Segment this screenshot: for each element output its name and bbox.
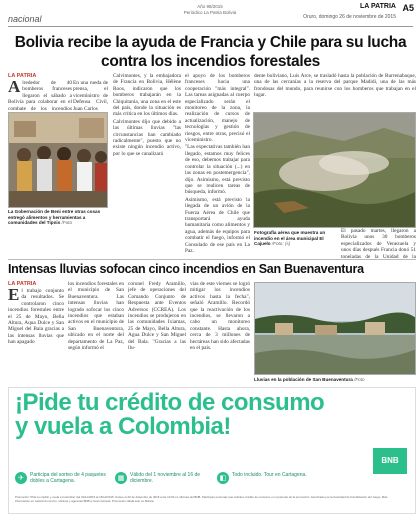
story1-caption-2 — [254, 230, 338, 247]
story1-column-1-body — [8, 80, 72, 110]
story1-col3-para1: el apoyo de los bomberos franceses hacia una cooperación "más integral". Las tareas asignadas al cuerpo especializado serán el monitoreo de la zona, la realización de cursos de actualización, manejo de tecnologías y gestión de riesgos, entre otras, precisó el viceministro. — [185, 73, 250, 144]
story1-column-4a — [254, 73, 416, 111]
story1-photo-2 — [253, 112, 416, 228]
story1-column-1b — [73, 80, 108, 110]
story1-caption-1 — [8, 209, 110, 226]
caption2-text: Fotografía aérea que muestra un incendio en el área municipal El Cajuelo — [254, 230, 326, 247]
ad-pill-3: Todo incluido. Tour en Cartagena. — [232, 472, 307, 478]
story1-column-5 — [341, 228, 416, 258]
story1-col5-para1: El pasado martes, llegaron a Bolivia unos 30 bomberos especializados de Venezuela y unos días después Francia donó 51 toneladas de la Unidad de la — [341, 228, 416, 258]
photo-aerial-fire-image — [254, 113, 416, 228]
ad-pill-1: Participa del sorteo de 4 paquetes dobles a Cartagena. — [30, 472, 106, 484]
story1-column-2 — [113, 73, 181, 258]
issue-date: Oruro, domingo 26 de noviembre de 2015 — [303, 14, 396, 20]
header-rule — [8, 26, 413, 27]
plane-icon: ✈ — [15, 472, 27, 484]
caption2-credit: /Foto: (s) — [271, 241, 291, 247]
page-header — [0, 0, 420, 30]
story1-photo-1 — [8, 112, 108, 208]
header-center-line1: Año 98/2015 — [197, 4, 223, 9]
calendar-icon: ▦ — [115, 472, 127, 484]
story2-col4-text: vias de este viernes se logró mitigar los incendios activos hasta la fecha", señaló Aramillo. Recordó que la reactivación de los incendios, se llevaron a cabo un monitoreo constante. Hasta ahora, cerca de 3 millones de hectáreas han sido afectadas en el país. — [190, 281, 250, 352]
story2-col3-text: coronel Fredy Aramillo, jefe de operaciones del Comando Conjunto de Respuesta ante Eventos Adversos (CCREA). Los incendios se produjeron en las comunidades Ixiamas, 25 de Mayo, Bella Altura, Agua Dulce y San Miguel del Bala. "Gracias a las llu- — [128, 281, 186, 352]
story1-col2-para2: Calvimontes dijo que debido a las últimas lluvias "las circunstancias han cambiado radicalmente", puesto que no existe ningún incendio activo, por lo que se canalizará — [113, 118, 181, 157]
story1-col1b-text: En una rueda de prensa, el viceministro de Defensa Civil, Juan Carlos — [73, 80, 108, 110]
story1-headline: Bolivia recibe la ayuda de Francia y Chile para su lucha contra los incendios forestales — [14, 34, 407, 70]
suitcase-icon: ◧ — [217, 472, 229, 484]
caption1-text: La Gobernación de Beni entre otras cosas entregó alimentos y herramientas a comunidades del Tipnis — [8, 209, 101, 226]
story-divider — [8, 259, 416, 260]
masthead-brand: LA PATRIA — [359, 3, 396, 10]
bank-advertisement — [8, 387, 416, 514]
story2-headline: Intensas lluvias sofocan cinco incendios en San Buenaventura — [8, 262, 364, 276]
story2-column-4 — [190, 281, 250, 376]
header-center — [150, 4, 270, 15]
bnb-logo: BNB — [373, 448, 407, 474]
story1-column-1 — [8, 73, 108, 79]
story2-caption-text: Lluvias en la población de San Buenaventura — [254, 377, 353, 382]
story2-column-1-header — [8, 281, 64, 287]
story1-col3-para3: Asimismo, está previsto la llegada de un avión de la Fuerza Aérea de Chile que transportará ayuda humanitaria como alimentos y agua, además de equipos para combatir el fuego, informó el Consulado de ese país en La Paz. — [185, 196, 250, 254]
story2-column-3 — [128, 281, 186, 376]
story2-column-2 — [68, 281, 124, 376]
story2-col2-text: los incendios forestales en el municipio de San Buenaventura. Las intensas lluvias han logrado sofocar los cinco incendios que estaban activos en el municipio de San Buenaventura, ubicado en el norte del departamento de La Paz, según informó el — [68, 281, 124, 352]
story1-col2-para1: Calvimontes, y la embajadora de Francia en Bolivia, Hélène Roos, indicaron que los bomberos trabajarán en la Chiquitania, una zona en el este del país, donde la situación es más crítica en los últimos días. — [113, 73, 181, 118]
ad-legal-text: Promoción "Pide tu crédito y vuela a Colombia" del 01/11/2015 al 16/12/2015. Sorteo el 20 de diciembre de 2015 a las 10:00 en oficinas del BNB. Participan personas que soliciten crédito de consumo en el periodo de la promoción. Autorizado por la Autoridad de Fiscalización del Juego. Más información en www.bnb.com.bo, oficinas y agencias BNB a nivel nacional. Promoción válida solo en Bolivia. — [15, 495, 388, 503]
story1-col4-para1: dente boliviano, Luis Arce, se trasladó hasta la población de Rurrenabaque, una de las cercanías a la reserva del parque Madidi, una de las más frondosas del mundo, para reunirse con los bomberos que trabajan en el lugar. — [254, 73, 416, 99]
story1-byline: LA PATRIA — [8, 73, 37, 79]
story2-byline: LA PATRIA — [8, 281, 37, 287]
story1-dropcap: A — [8, 80, 21, 96]
header-center-line2: Periódico La Patria Bolivia — [183, 9, 237, 15]
section-label: nacional — [8, 14, 42, 24]
story2-photo — [254, 282, 416, 375]
story2-dropcap: E — [8, 288, 20, 304]
story2-caption — [254, 377, 416, 383]
story1-col1-text: lrededor de 40 bomberos franceses llegaron el sábado a Bolivia para colaborar en el combate de los incendios — [8, 80, 72, 110]
story2-col1-text: l trabajo conjunto da resultados. Se controlaron cinco incendios forestales entre el 25 de Mayo, Bella Altura, Aqua Dulce y San Miguel del Bala gracias a las intensas lluvias que han apagado — [8, 288, 64, 346]
story2-column-1 — [8, 288, 64, 376]
page-number: A5 — [402, 3, 414, 13]
caption1-credit: /Foto — [61, 220, 72, 226]
photo-flooded-town-image — [255, 283, 416, 375]
story1-column-3 — [185, 73, 250, 258]
story2-caption-credit: /Foto — [354, 377, 365, 382]
ad-title: ¡Pide tu crédito de consumo y vuela a Colombia! — [15, 389, 325, 440]
ad-pill-2: Válido del 1 noviembre al 16 de diciembre. — [130, 472, 201, 484]
photo-people-meeting-image — [9, 113, 108, 208]
story1-col3-para2: "Las expectativas también han llegado, estamos muy felices de eso, debemos trabajar para controlar la situación (...) en las zonas en postemergencia", dijo. Asimismo, está previsto que se realicen tareas de búsqueda, informó. — [185, 144, 250, 196]
